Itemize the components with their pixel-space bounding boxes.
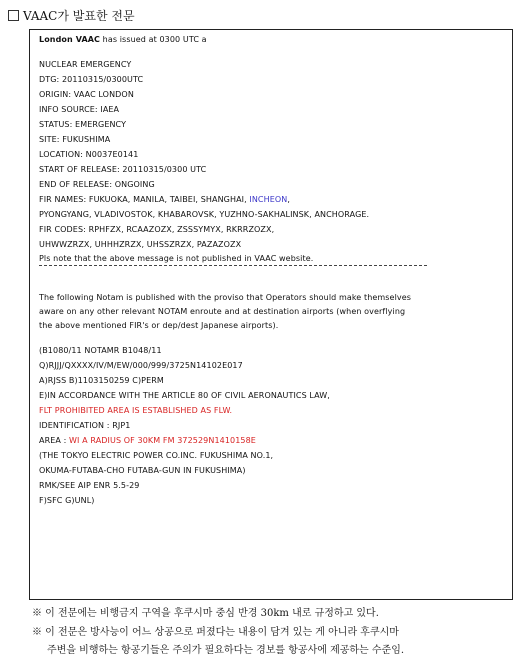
notam-line-10: RMK/SEE AIP ENR 5.5-29 xyxy=(39,481,140,490)
notam-line-3: A)RJSS B)1103150259 C)PERM xyxy=(39,376,164,385)
msg-header xyxy=(39,35,207,45)
fir-names-text: FIR NAMES: FUKUOKA, MANILA, TAIBEI, SHANGHAI, xyxy=(39,195,250,204)
section-heading-text: VAAC가 발표한 전문 xyxy=(23,9,135,23)
notam-line-7 xyxy=(39,436,256,446)
section-heading xyxy=(8,7,135,24)
notam-line-4: E)IN ACCORDANCE WITH THE ARTICLE 80 OF CIVIL AERONAUTICS LAW, xyxy=(39,391,330,400)
fir-names-comma: , xyxy=(287,195,291,204)
area-label: AREA : xyxy=(39,436,70,445)
dashed-divider xyxy=(39,265,427,266)
msg-site: SITE: FUKUSHIMA xyxy=(39,135,111,144)
checkbox-square-icon xyxy=(8,10,19,21)
footnote-2: ※ 이 전문은 방사능이 어느 상공으로 퍼졌다는 내용이 담겨 있는 게 아니라 후쿠시마 xyxy=(32,627,399,638)
proviso-line-1: The following Notam is published with the proviso that Operators should make themselves xyxy=(39,293,412,302)
notam-line-8: (THE TOKYO ELECTRIC POWER CO.INC. FUKUSHIMA NO.1, xyxy=(39,451,274,460)
vaac-name: London VAAC xyxy=(39,35,100,44)
notam-line-11: F)SFC G)UNL) xyxy=(39,496,95,505)
msg-header-rest: has issued at 0300 UTC a xyxy=(100,35,207,44)
fir-names-incheon: INCHEON xyxy=(249,195,288,204)
footnote-3: 주변을 비행하는 항공기들은 주의가 필요하다는 경보를 항공사에 제공하는 수준임. xyxy=(47,645,405,656)
notam-line-2: Q)RJJJ/QXXXX/IV/M/EW/000/999/3725N14102E017 xyxy=(39,361,243,370)
message-frame xyxy=(29,29,513,600)
area-radius: WI A RADIUS OF 30KM FM 372529N1410158E xyxy=(69,436,256,445)
notam-line-6: IDENTIFICATION : RJP1 xyxy=(39,421,131,430)
msg-end-release: END OF RELEASE: ONGOING xyxy=(39,180,155,189)
msg-dtg: DTG: 20110315/0300UTC xyxy=(39,75,144,84)
msg-pls-note: Pls note that the above message is not published in VAAC website. xyxy=(39,254,314,263)
msg-fir-codes: FIR CODES: RPHFZX, RCAAZOZX, ZSSSYMYX, RKRRZOZX, xyxy=(39,225,275,234)
msg-fir-codes-2: UHWWZRZX, UHHHZRZX, UHSSZRZX, PAZAZOZX xyxy=(39,240,242,249)
msg-fir-names-2: PYONGYANG, VLADIVOSTOK, KHABAROVSK, YUZHNO-SAKHALINSK, ANCHORAGE. xyxy=(39,210,370,219)
msg-origin: ORIGIN: VAAC LONDON xyxy=(39,90,134,99)
notam-line-5-prohibited: FLT PROHIBITED AREA IS ESTABLISHED AS FLW. xyxy=(39,406,233,415)
msg-status: STATUS: EMERGENCY xyxy=(39,120,127,129)
msg-start-release: START OF RELEASE: 20110315/0300 UTC xyxy=(39,165,207,174)
msg-info-source: INFO SOURCE: IAEA xyxy=(39,105,120,114)
msg-fir-names xyxy=(39,195,290,205)
footnote-1: ※ 이 전문에는 비행금지 구역을 후쿠시마 중심 반경 30km 내로 규정하고 있다. xyxy=(32,608,379,619)
msg-location: LOCATION: N0037E0141 xyxy=(39,150,139,159)
proviso-line-3: the above mentioned FIR's or dep/dest Japanese airports). xyxy=(39,321,279,330)
proviso-line-2: aware on any other relevant NOTAM enroute and at destination airports (when overflying xyxy=(39,307,406,316)
notam-line-9: OKUMA-FUTABA-CHO FUTABA-GUN IN FUKUSHIMA) xyxy=(39,466,246,475)
notam-line-1: (B1080/11 NOTAMR B1048/11 xyxy=(39,346,162,355)
msg-nuclear: NUCLEAR EMERGENCY xyxy=(39,60,132,69)
